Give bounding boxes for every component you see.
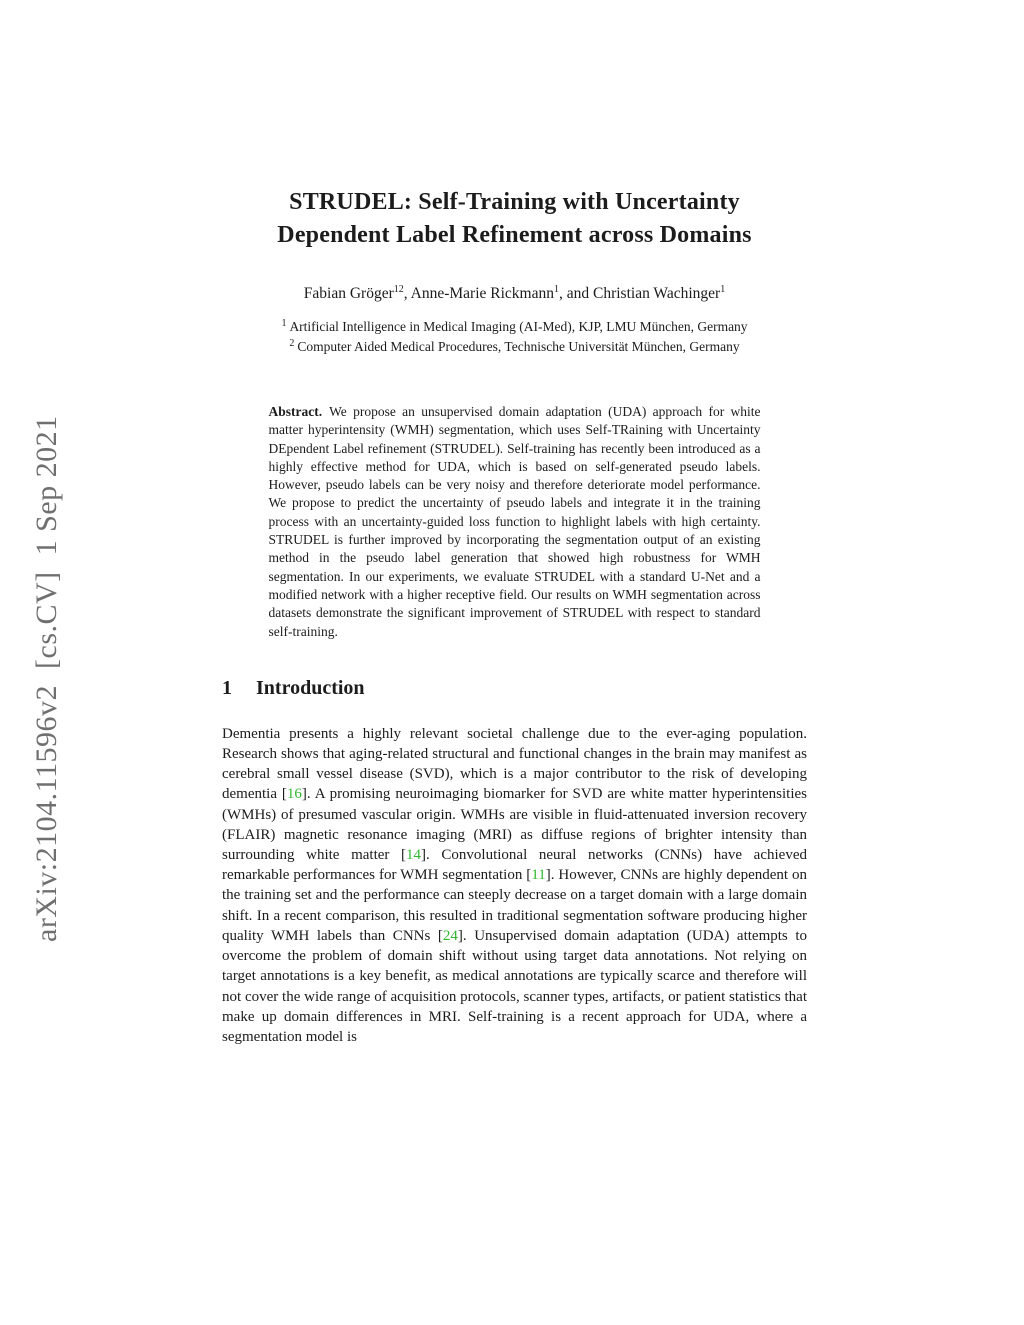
author-affiliation-marker: 12 — [393, 283, 404, 295]
title-line-1: STRUDEL: Self-Training with Uncertainty — [289, 189, 740, 215]
citation-link[interactable]: 24 — [442, 927, 458, 944]
authors-line — [222, 284, 807, 304]
arxiv-watermark: arXiv:2104.11596v2 [cs.CV] 1 Sep 2021 — [30, 415, 63, 942]
section-number: 1 — [222, 676, 232, 699]
intro-paragraph: Dementia presents a highly relevant societal challenge due to the ever-aging population. Research shows that aging-related structural and functional changes in the brain may manifest as cerebral small vessel disease (SVD), which is a major contributor to the risk of developing dementia [16]. A promising neuroimaging biomarker for SVD are white matter hyperintensities (WMHs) of presumed vascular origin. WMHs are visible in fluid-attenuated inversion recovery (FLAIR) magnetic resonance imaging (MRI) as diffuse regions of brighter intensity than surrounding white matter [14]. Convolutional neural networks (CNNs) have achieved remarkable performances for WMH segmentation [11]. However, CNNs are highly dependent on the training set and the performance can steeply decrease on a target domain with a large domain shift. In a recent comparison, this resulted in traditional segmentation software producing higher quality WMH labels than CNNs [24]. Unsupervised domain adaptation (UDA) attempts to overcome the problem of domain shift without using target data annotations. Not relying on target annotations is a key benefit, as medical annotations are typically scarce and therefore will not cover the wide range of acquisition protocols, scanner types, artifacts, or patient statistics that make up domain differences in MRI. Self-training is a recent approach for UDA, where a segmentation model is — [222, 725, 808, 1045]
author-name: , and Christian Wachinger — [559, 285, 721, 302]
intro-text-run: . However, CNNs are highly dependent on the training set and the performance can steeply decrease on a target domain with a large domain shift. In a recent comparison, this resulted in traditional segmentation software producing higher quality WMH labels than CNNs — [222, 867, 808, 944]
intro-text-run: Dementia presents a highly relevant societal challenge due to the ever-aging population. Research shows that aging-related structural and functional changes in the brain may manifest as cerebral small vessel disease (SVD), which is a major contributor to the risk of developing dementia — [222, 725, 807, 803]
citation-link[interactable]: 11 — [531, 867, 546, 884]
author-name: , Anne-Marie Rickmann — [403, 285, 554, 302]
affiliation-1-text: Artificial Intelligence in Medical Imaging (AI-Med), KJP, LMU München, Germany — [289, 319, 748, 334]
affiliation-2-text: Computer Aided Medical Procedures, Technische Universität München, Germany — [297, 339, 740, 354]
affiliation-2-marker: 2 — [289, 337, 295, 349]
intro-text-run: . Unsupervised domain adaptation (UDA) attempts to overcome the problem of domain shift without using target data annotations. Not relying on target annotations is a key benefit, as medical annotations are typically scarce and therefore will not cover the wide range of acquisition protocols, scanner types, artifacts, or patient statistics that make up domain differences in MRI. Self-training is a recent approach for UDA, where a segmentation model is — [222, 927, 807, 1045]
abstract — [269, 403, 761, 641]
affiliation-2 — [222, 337, 807, 357]
abstract-label: Abstract. — [268, 404, 323, 419]
affiliation-1 — [222, 317, 807, 337]
affiliations-block — [222, 317, 807, 357]
citation-link[interactable]: 14 — [406, 847, 422, 864]
author-affiliation-marker: 1 — [554, 283, 559, 295]
section-heading-introduction — [222, 675, 807, 701]
affiliation-1-marker: 1 — [281, 317, 287, 329]
citation-link[interactable]: 16 — [286, 786, 302, 803]
author-affiliation-marker: 1 — [720, 283, 726, 295]
intro-text-run: . Convolutional neural networks (CNNs) have achieved remarkable performances for WMH segmentation — [222, 847, 807, 884]
abstract-text: We propose an unsupervised domain adaptation (UDA) approach for white matter hyperintensity (WMH) segmentation, which uses Self-TRaining with Uncertainty DEpendent Label refinement (STRUDEL). Self-training has recently been introduced as a highly effective method for UDA, which is based on self-generated pseudo labels. However, pseudo labels can be very noisy and therefore deteriorate model performance. We propose to predict the uncertainty of pseudo labels and integrate it in the training process with an uncertainty-guided loss function to highlight labels with high certainty. STRUDEL is further improved by incorporating the segmentation output of an existing method in the pseudo label generation that showed high robustness for WMH segmentation. In our experiments, we evaluate STRUDEL with a standard U-Net and a modified network with a higher receptive field. Our results on WMH segmentation across datasets demonstrate the significant improvement of STRUDEL with respect to standard self-training. — [268, 404, 761, 639]
title-line-2: Dependent Label Refinement across Domains — [277, 222, 752, 248]
section-title: Introduction — [256, 676, 365, 699]
intro-text-run: . A promising neuroimaging biomarker for SVD are white matter hyperintensities (WMHs) of presumed vascular origin. WMHs are visible in fluid-attenuated inversion recovery (FLAIR) magnetic resonance imaging (MRI) as diffuse regions of brighter intensity than surrounding white matter — [222, 786, 807, 864]
page-column — [222, 0, 807, 1047]
author-name: Fabian Gröger — [303, 285, 394, 302]
page-title — [222, 186, 807, 252]
